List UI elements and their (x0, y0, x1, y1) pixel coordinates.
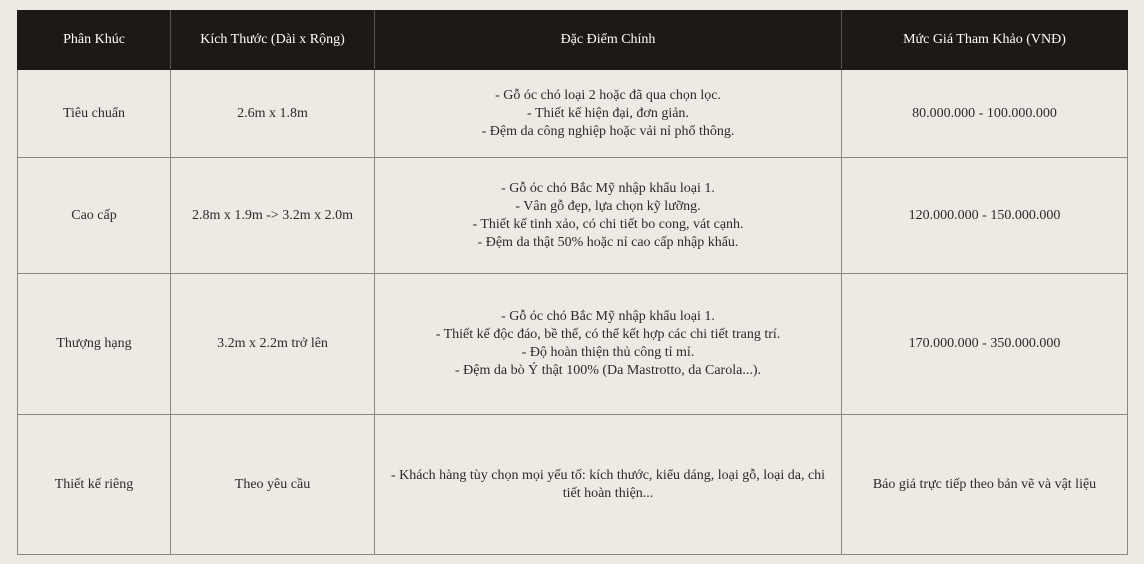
size-cell: 2.8m x 1.9m -> 3.2m x 2.0m (171, 158, 375, 274)
features-cell (375, 158, 842, 274)
price-cell: 120.000.000 - 150.000.000 (842, 158, 1128, 274)
segment-cell: Tiêu chuẩn (18, 70, 171, 158)
header-segment: Phân Khúc (18, 11, 171, 70)
feature-line: - Đệm da bò Ý thật 100% (Da Mastrotto, da Carola...). (455, 363, 761, 378)
header-features: Đặc Điểm Chính (375, 11, 842, 70)
features-cell (375, 274, 842, 415)
feature-line: - Đệm da thật 50% hoặc nỉ cao cấp nhập khẩu. (477, 234, 739, 250)
table-header-row (18, 11, 1128, 70)
feature-line: - Gỗ óc chó loại 2 hoặc đã qua chọn lọc. (495, 87, 721, 103)
segment-cell: Cao cấp (18, 158, 171, 274)
feature-line: - Vân gỗ đẹp, lựa chọn kỹ lưỡng. (515, 198, 701, 214)
pricing-table (17, 10, 1128, 555)
price-cell: Báo giá trực tiếp theo bản vẽ và vật liệu (842, 415, 1128, 555)
table-row (18, 415, 1128, 555)
feature-line: - Thiết kế độc đáo, bề thế, có thể kết hợp các chi tiết trang trí. (435, 327, 781, 342)
features-cell (375, 70, 842, 158)
feature-line: - Thiết kế tinh xảo, có chi tiết bo cong, vát cạnh. (472, 216, 744, 232)
table-row (18, 158, 1128, 274)
segment-cell: Thiết kế riêng (18, 415, 171, 555)
feature-line: - Độ hoàn thiện thủ công tỉ mỉ. (521, 345, 695, 360)
table-row (18, 70, 1128, 158)
price-cell: 80.000.000 - 100.000.000 (842, 70, 1128, 158)
size-cell: 3.2m x 2.2m trở lên (171, 274, 375, 415)
header-size: Kích Thước (Dài x Rộng) (171, 11, 375, 70)
feature-line: - Thiết kế hiện đại, đơn giản. (527, 105, 689, 121)
header-price: Mức Giá Tham Khảo (VNĐ) (842, 11, 1128, 70)
price-cell: 170.000.000 - 350.000.000 (842, 274, 1128, 415)
features-cell (375, 415, 842, 555)
feature-line: - Đệm da công nghiệp hoặc vải nỉ phổ thông. (481, 123, 735, 139)
table-row (18, 274, 1128, 415)
feature-line: - Khách hàng tùy chọn mọi yếu tố: kích thước, kiểu dáng, loại gỗ, loại da, chi tiết hoàn thiện... (390, 467, 826, 501)
segment-cell: Thượng hạng (18, 274, 171, 415)
feature-line: - Gỗ óc chó Bắc Mỹ nhập khẩu loại 1. (501, 180, 715, 196)
pricing-table-container (17, 10, 1127, 555)
size-cell: Theo yêu cầu (171, 415, 375, 555)
feature-line: - Gỗ óc chó Bắc Mỹ nhập khẩu loại 1. (501, 309, 715, 324)
size-cell: 2.6m x 1.8m (171, 70, 375, 158)
